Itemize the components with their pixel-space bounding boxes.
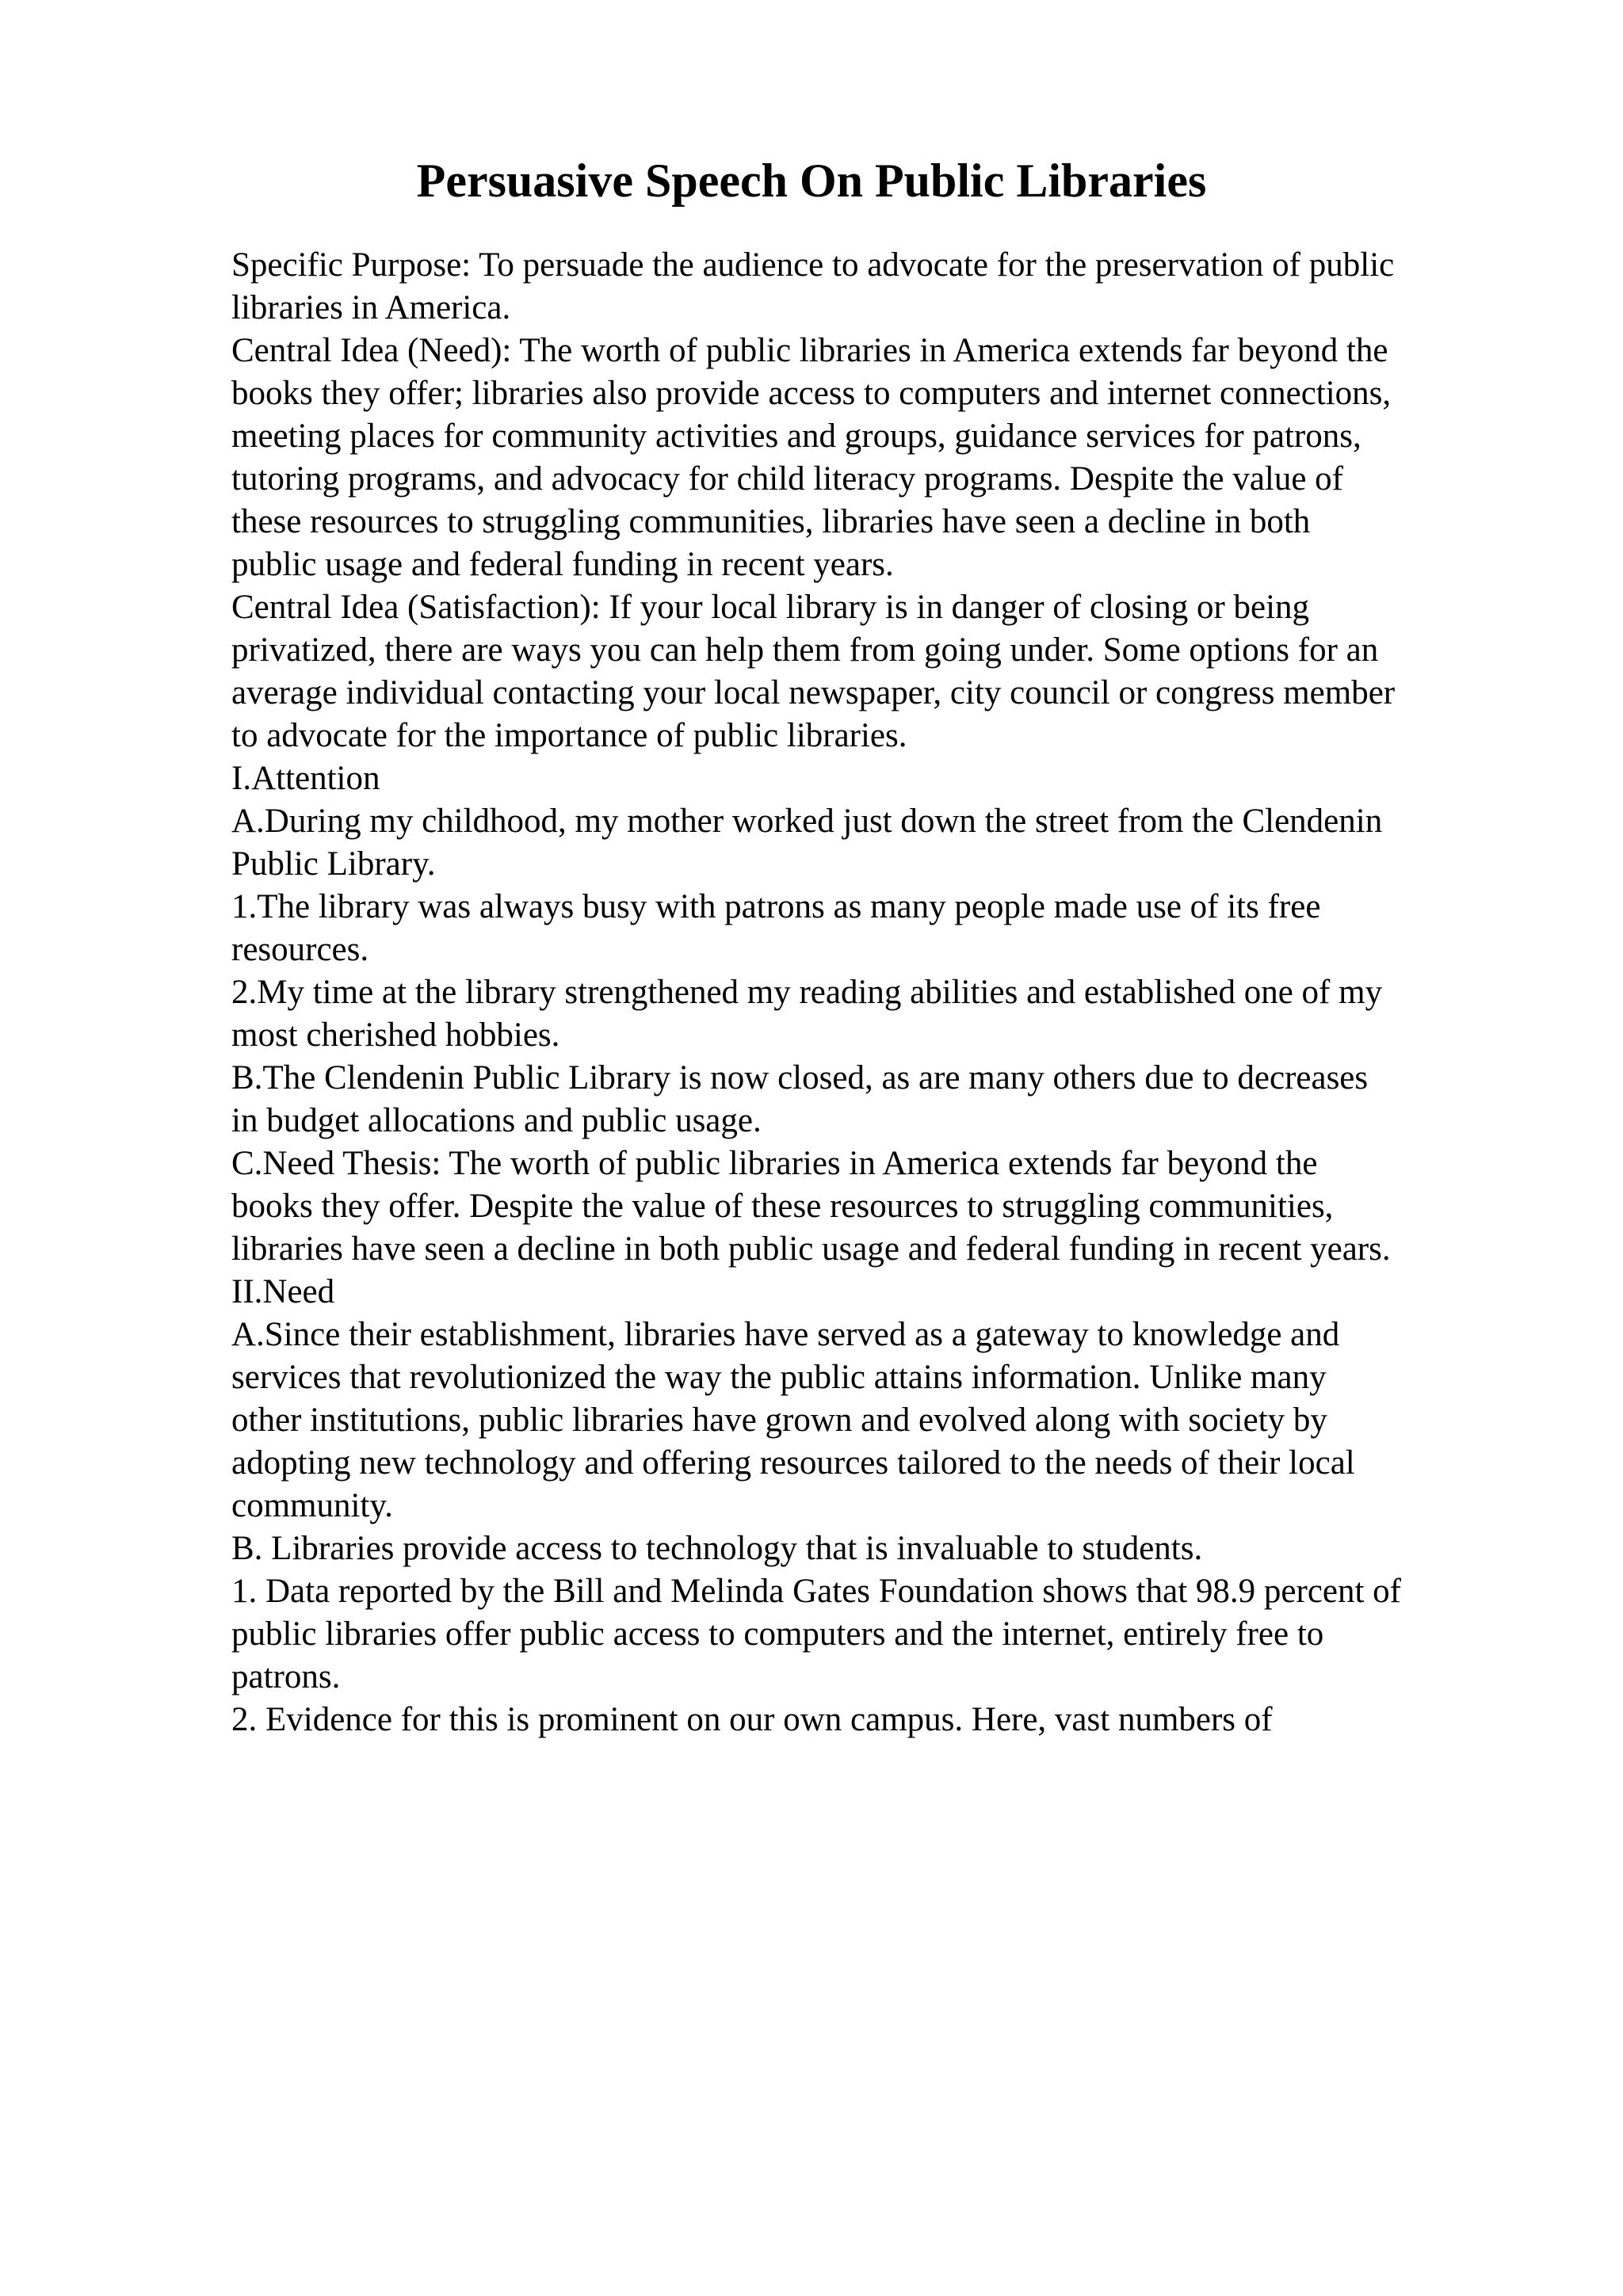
text-line: resources. [231, 931, 369, 968]
text-line: privatized, there are ways you can help them from going under. Some options for an [231, 631, 1379, 669]
text-line: adopting new technology and offering resources tailored to the needs of their local [231, 1444, 1355, 1482]
text-line: patrons. [231, 1658, 341, 1695]
text-line: 1.The library was always busy with patrons as many people made use of its free [231, 888, 1321, 925]
text-line: these resources to struggling communities, libraries have seen a decline in both [231, 503, 1311, 540]
text-line: Central Idea (Need): The worth of public libraries in America extends far beyond the [231, 332, 1388, 369]
text-line: to advocate for the importance of public libraries. [231, 717, 907, 754]
text-line: B.The Clendenin Public Library is now closed, as are many others due to decreases [231, 1059, 1369, 1097]
text-line: most cherished hobbies. [231, 1016, 560, 1054]
text-line: 2.My time at the library strengthened my reading abilities and established one of my [231, 974, 1383, 1011]
text-line: tutoring programs, and advocacy for child literacy programs. Despite the value of [231, 460, 1344, 498]
text-line: public usage and federal funding in recent years. [231, 546, 894, 583]
text-line: C.Need Thesis: The worth of public libraries in America extends far beyond the [231, 1145, 1318, 1182]
text-line: B. Libraries provide access to technology that is invaluable to students. [231, 1530, 1203, 1567]
text-line: A.Since their establishment, libraries have served as a gateway to knowledge and [231, 1316, 1340, 1353]
text-line: libraries in America. [231, 289, 511, 326]
text-line: libraries have seen a decline in both public usage and federal funding in recent years. [231, 1230, 1391, 1268]
text-line: average individual contacting your local newspaper, city council or congress member [231, 674, 1396, 711]
text-line: books they offer; libraries also provide access to computers and internet connections, [231, 375, 1392, 412]
text-line: books they offer. Despite the value of these resources to struggling communities, [231, 1188, 1334, 1225]
document-title: Persuasive Speech On Public Libraries [416, 154, 1207, 207]
text-line: services that revolutionized the way the public attains information. Unlike many [231, 1359, 1327, 1396]
text-line: other institutions, public libraries have grown and evolved along with society by [231, 1402, 1327, 1439]
text-line: Central Idea (Satisfaction): If your local library is in danger of closing or being [231, 589, 1310, 626]
text-line: II.Need [231, 1273, 335, 1310]
text-line: 1. Data reported by the Bill and Melinda Gates Foundation shows that 98.9 percent of [231, 1573, 1402, 1610]
text-line: community. [231, 1487, 393, 1524]
document-body [231, 244, 1579, 1741]
text-line: Specific Purpose: To persuade the audience to advocate for the preservation of public [231, 246, 1395, 284]
text-line: in budget allocations and public usage. [231, 1102, 762, 1139]
text-line: meeting places for community activities and groups, guidance services for patrons, [231, 418, 1361, 455]
text-line: A.During my childhood, my mother worked just down the street from the Clendenin [231, 803, 1383, 840]
text-line: public libraries offer public access to computers and the internet, entirely free to [231, 1615, 1324, 1653]
text-line: 2. Evidence for this is prominent on our own campus. Here, vast numbers of [231, 1701, 1273, 1738]
text-line: I.Attention [231, 760, 380, 797]
text-line: Public Library. [231, 845, 436, 883]
